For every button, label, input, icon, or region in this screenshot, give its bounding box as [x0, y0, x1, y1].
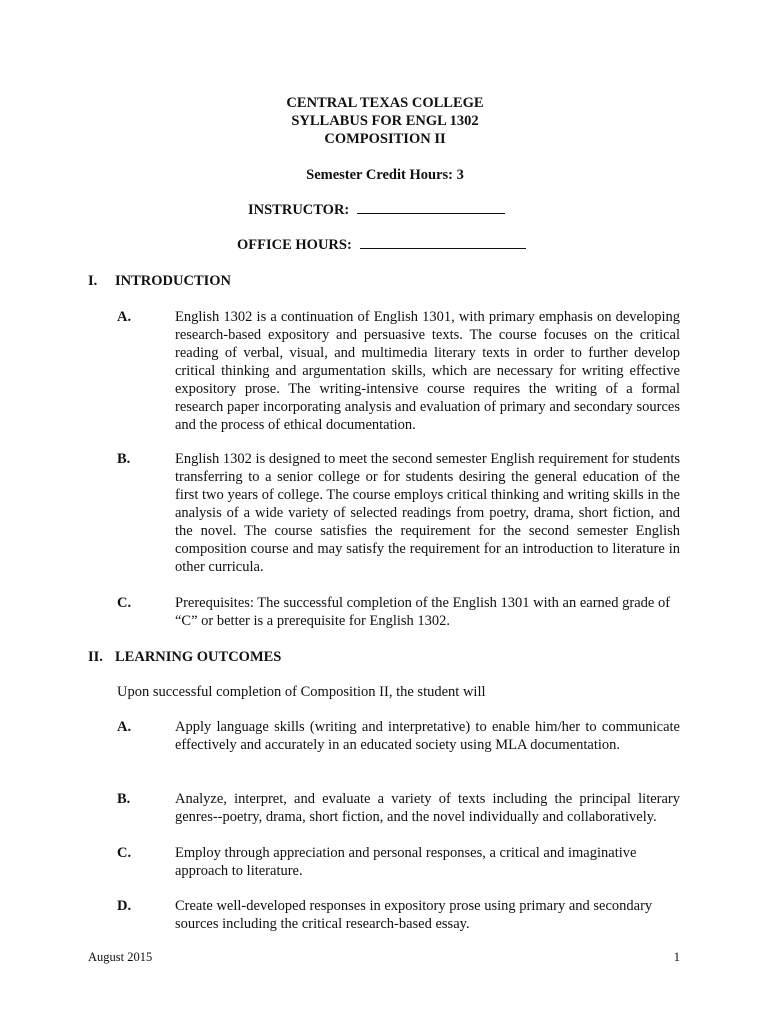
item-text: English 1302 is designed to meet the second semester English requirement for students transferring to a senior college or for students desiring the general education of the first two years of college. The course employs critical thinking and writing skills in the analysis of a wide variety of selected readings from poetry, drama, short fiction, and the novel. The course satisfies the requirement for the second semester English composition course and may satisfy the requirement for an introduction to literature in other curricula. [175, 451, 680, 575]
item-letter: C. [117, 845, 132, 861]
college-name: CENTRAL TEXAS COLLEGE [286, 95, 484, 111]
course-title: COMPOSITION II [324, 131, 446, 147]
item-text: Apply language skills (writing and interpretative) to enable him/her to communicate effectively and accurately in an educated society using MLA documentation. [175, 719, 680, 753]
instructor-blank-line [357, 201, 505, 214]
page-number: 1 [673, 950, 680, 964]
section-number: I. [88, 273, 98, 289]
item-letter: A. [117, 309, 132, 325]
intro-item-a [117, 308, 682, 434]
section-title: INTRODUCTION [115, 273, 232, 289]
item-text: Create well-developed responses in expository prose using primary and secondary sources including the critical research-based essay. [175, 898, 653, 932]
credit-hours: Semester Credit Hours: 3 [306, 167, 464, 183]
footer-date: August 2015 [88, 950, 153, 964]
intro-item-b [117, 450, 682, 576]
intro-item-c [117, 594, 682, 630]
item-letter: A. [117, 719, 132, 735]
item-text: English 1302 is a continuation of English 1301, with primary emphasis on developing research-based expository and persuasive texts. The course focuses on the critical reading of verbal, visual, and multimedia literary texts in order to further develop critical thinking and argumentation skills, which are necessary for writing effective expository prose. The writing-intensive course requires the writing of a formal research paper incorporating analysis and evaluation of primary and secondary sources and the process of ethical documentation. [175, 309, 680, 433]
syllabus-title: SYLLABUS FOR ENGL 1302 [291, 113, 479, 129]
section-number: II. [88, 649, 103, 665]
outcomes-intro: Upon successful completion of Composition II, the student will [117, 684, 486, 700]
item-text: Analyze, interpret, and evaluate a variety of texts including the principal literary genres--poetry, drama, short fiction, and the novel individually and collaboratively. [175, 791, 680, 825]
office-hours-label: OFFICE HOURS: [237, 237, 352, 253]
outcome-item-b [117, 790, 682, 826]
section-title: LEARNING OUTCOMES [115, 649, 282, 665]
outcome-item-d [117, 897, 682, 933]
office-hours-field [237, 236, 526, 254]
outcome-item-c [117, 844, 682, 880]
instructor-label: INSTRUCTOR: [248, 202, 350, 218]
office-hours-blank-line [360, 236, 526, 249]
item-letter: D. [117, 898, 132, 914]
item-letter: C. [117, 595, 132, 611]
outcome-item-a [117, 718, 682, 772]
item-letter: B. [117, 791, 131, 807]
item-text: Employ through appreciation and personal responses, a critical and imaginative approach to literature. [175, 845, 637, 879]
item-text: Prerequisites: The successful completion of the English 1301 with an earned grade of “C” or better is a prerequisite for English 1302. [175, 595, 671, 629]
item-letter: B. [117, 451, 131, 467]
instructor-field [248, 201, 505, 219]
